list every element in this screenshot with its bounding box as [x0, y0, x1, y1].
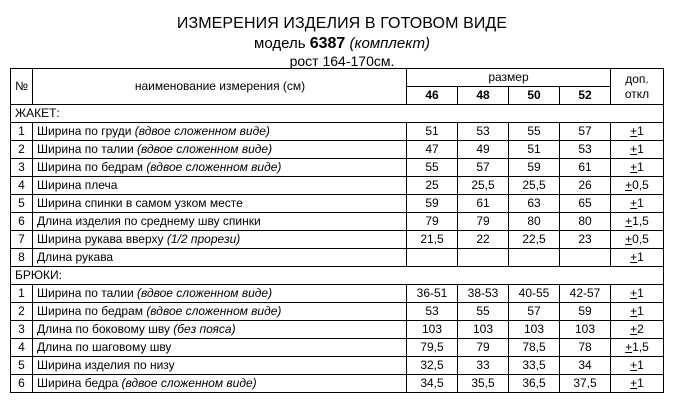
row-number: 5 — [11, 357, 33, 375]
measurement-name-cell — [33, 303, 407, 321]
size-value: 49 — [458, 141, 509, 159]
size-value: 33 — [458, 357, 509, 375]
size-value: 55 — [509, 123, 560, 141]
plus-minus-sign: + — [625, 340, 633, 354]
plus-minus-sign: + — [625, 178, 633, 192]
plus-minus-sign: + — [630, 286, 638, 300]
model-number: 6387 — [309, 35, 346, 52]
size-value: 38-53 — [458, 285, 509, 303]
measurement-name: Ширина по груди — [37, 124, 135, 138]
tolerance-cell — [611, 357, 664, 375]
size-value: 59 — [407, 195, 458, 213]
size-value: 47 — [407, 141, 458, 159]
tolerance-cell — [611, 195, 664, 213]
table-row — [11, 123, 664, 141]
size-value: 25 — [407, 177, 458, 195]
measurement-name-cell — [33, 195, 407, 213]
size-value: 55 — [407, 159, 458, 177]
row-number: 3 — [11, 159, 33, 177]
tolerance-cell — [611, 321, 664, 339]
table-row — [11, 375, 664, 393]
section-label: БРЮКИ: — [11, 267, 664, 285]
size-value: 57 — [560, 123, 611, 141]
size-value: 34,5 — [407, 375, 458, 393]
size-value — [407, 249, 458, 267]
measurement-name-cell — [33, 213, 407, 231]
table-row — [11, 231, 664, 249]
table-header-row — [11, 69, 664, 87]
plus-minus-sign: + — [630, 376, 638, 390]
measurement-name: Длина по боковому шву — [37, 322, 174, 336]
tolerance-value: 1 — [637, 142, 644, 156]
measurement-note: (вдвое сложенном виде) — [134, 124, 270, 138]
size-value: 61 — [458, 195, 509, 213]
plus-minus-sign: + — [630, 160, 638, 174]
row-number: 7 — [11, 231, 33, 249]
row-number: 6 — [11, 213, 33, 231]
size-value: 25,5 — [509, 177, 560, 195]
column-header-size: размер — [407, 69, 611, 87]
measurement-name: Ширина по бедрам — [37, 304, 147, 318]
tolerance-cell — [611, 249, 664, 267]
measurements-table — [10, 68, 664, 393]
table-row — [11, 321, 664, 339]
tolerance-value: 1 — [637, 304, 644, 318]
size-value: 79,5 — [407, 339, 458, 357]
plus-minus-sign: + — [630, 304, 638, 318]
model-kit: (комплект) — [349, 35, 430, 52]
measurement-name-cell — [33, 339, 407, 357]
tolerance-cell — [611, 339, 664, 357]
size-value: 59 — [560, 303, 611, 321]
size-value: 53 — [560, 141, 611, 159]
plus-minus-sign: + — [625, 214, 633, 228]
measurement-note: (1/2 прорези) — [166, 232, 241, 246]
table-row — [11, 339, 664, 357]
size-value: 63 — [509, 195, 560, 213]
tolerance-value: 0,5 — [632, 232, 649, 246]
tolerance-value: 0,5 — [632, 178, 649, 192]
row-number: 6 — [11, 375, 33, 393]
tolerance-cell — [611, 141, 664, 159]
size-value: 55 — [458, 303, 509, 321]
tolerance-value: 1 — [637, 376, 644, 390]
table-row — [11, 159, 664, 177]
plus-minus-sign: + — [630, 142, 638, 156]
measurement-name: Длина изделия по среднему шву спинки — [37, 214, 261, 228]
document-title: ИЗМЕРЕНИЯ ИЗДЕЛИЯ В ГОТОВОМ ВИДЕ — [176, 15, 508, 32]
size-value: 57 — [458, 159, 509, 177]
size-value: 23 — [560, 231, 611, 249]
measurement-name-cell — [33, 141, 407, 159]
plus-minus-sign: + — [630, 322, 638, 336]
plus-minus-sign: + — [625, 232, 633, 246]
measurement-name: Ширина плеча — [37, 178, 118, 192]
table-row — [11, 303, 664, 321]
plus-minus-sign: + — [630, 196, 638, 210]
height-line: рост 164-170см. — [289, 53, 395, 69]
measurement-note: (без пояса) — [173, 322, 236, 336]
size-value: 79 — [458, 213, 509, 231]
size-value: 53 — [458, 123, 509, 141]
tolerance-value: 1 — [637, 286, 644, 300]
measurement-name: Ширина по талии — [37, 286, 137, 300]
measurement-note: (вдвое сложенном виде) — [121, 376, 257, 390]
row-number: 4 — [11, 339, 33, 357]
tolerance-value: 2 — [637, 322, 644, 336]
size-value — [458, 249, 509, 267]
size-value: 32,5 — [407, 357, 458, 375]
tolerance-header-line1: доп. — [625, 71, 649, 86]
size-header: 52 — [560, 87, 611, 105]
size-value: 59 — [509, 159, 560, 177]
tolerance-cell — [611, 231, 664, 249]
size-value: 21,5 — [407, 231, 458, 249]
plus-minus-sign: + — [630, 124, 638, 138]
table-row — [11, 213, 664, 231]
table-row — [11, 285, 664, 303]
size-value: 57 — [509, 303, 560, 321]
tolerance-cell — [611, 123, 664, 141]
table-row — [11, 249, 664, 267]
measurement-name-cell — [33, 231, 407, 249]
tolerance-cell — [611, 159, 664, 177]
measurement-name-cell — [33, 357, 407, 375]
table-row — [11, 357, 664, 375]
model-line — [0, 35, 684, 53]
tolerance-cell — [611, 303, 664, 321]
measurement-name: Длина по шаговому шву — [37, 340, 172, 354]
column-header-tolerance — [611, 69, 664, 105]
size-value: 36-51 — [407, 285, 458, 303]
section-label: ЖАКЕТ: — [11, 105, 664, 123]
tolerance-value: 1 — [637, 124, 644, 138]
size-value: 42-57 — [560, 285, 611, 303]
tolerance-cell — [611, 375, 664, 393]
measurement-name: Ширина бедра — [37, 376, 122, 390]
measurement-note: (вдвое сложенном виде) — [137, 286, 273, 300]
size-value: 25,5 — [458, 177, 509, 195]
size-value — [560, 249, 611, 267]
measurement-name-cell — [33, 177, 407, 195]
row-number: 1 — [11, 123, 33, 141]
model-prefix: модель — [254, 35, 306, 52]
size-value: 33,5 — [509, 357, 560, 375]
size-value: 26 — [560, 177, 611, 195]
measurement-name: Ширина по бедрам — [37, 160, 147, 174]
measurement-note: (вдвое сложенном виде) — [146, 304, 282, 318]
plus-minus-sign: + — [630, 250, 638, 264]
tolerance-value: 1 — [637, 160, 644, 174]
measurement-name-cell — [33, 249, 407, 267]
size-value: 51 — [407, 123, 458, 141]
measurement-name-cell — [33, 123, 407, 141]
measurement-name: Длина рукава — [37, 250, 114, 264]
section-header-row — [11, 105, 664, 123]
tolerance-value: 1,5 — [632, 340, 649, 354]
size-value: 79 — [407, 213, 458, 231]
measurement-name-cell — [33, 285, 407, 303]
size-value: 80 — [509, 213, 560, 231]
size-value — [509, 249, 560, 267]
size-value: 80 — [560, 213, 611, 231]
measurement-note: (вдвое сложенном виде) — [146, 160, 282, 174]
tolerance-value: 1,5 — [632, 214, 649, 228]
size-header: 46 — [407, 87, 458, 105]
table-row — [11, 177, 664, 195]
row-number: 2 — [11, 303, 33, 321]
size-value: 34 — [560, 357, 611, 375]
column-header-number: № — [11, 69, 33, 105]
size-value: 103 — [458, 321, 509, 339]
measurement-note: (вдвое сложенном виде) — [137, 142, 273, 156]
tolerance-value: 1 — [637, 358, 644, 372]
size-value: 78 — [560, 339, 611, 357]
section-header-row — [11, 267, 664, 285]
tolerance-cell — [611, 213, 664, 231]
size-value: 53 — [407, 303, 458, 321]
tolerance-value: 1 — [637, 196, 644, 210]
size-value: 103 — [560, 321, 611, 339]
measurement-name: Ширина изделия по низу — [37, 358, 175, 372]
size-value: 78,5 — [509, 339, 560, 357]
row-number: 2 — [11, 141, 33, 159]
tolerance-cell — [611, 177, 664, 195]
size-value: 103 — [407, 321, 458, 339]
row-number: 8 — [11, 249, 33, 267]
size-value: 51 — [509, 141, 560, 159]
size-value: 65 — [560, 195, 611, 213]
row-number: 5 — [11, 195, 33, 213]
table-body — [11, 105, 664, 393]
measurement-name-cell — [33, 375, 407, 393]
tolerance-cell — [611, 285, 664, 303]
size-value: 79 — [458, 339, 509, 357]
size-header: 50 — [509, 87, 560, 105]
measurement-name: Ширина по талии — [37, 142, 137, 156]
measurement-name: Ширина спинки в самом узком месте — [37, 196, 243, 210]
plus-minus-sign: + — [630, 358, 638, 372]
size-value: 61 — [560, 159, 611, 177]
tolerance-header-line2: откл — [624, 86, 650, 101]
size-header: 48 — [458, 87, 509, 105]
measurement-name-cell — [33, 159, 407, 177]
size-value: 35,5 — [458, 375, 509, 393]
size-value: 22,5 — [509, 231, 560, 249]
measurement-name-cell — [33, 321, 407, 339]
row-number: 1 — [11, 285, 33, 303]
tolerance-value: 1 — [637, 250, 644, 264]
measurement-name: Ширина рукава вверху — [37, 232, 167, 246]
row-number: 4 — [11, 177, 33, 195]
size-value: 103 — [509, 321, 560, 339]
column-header-name: наименование измерения (см) — [33, 69, 407, 105]
size-value: 22 — [458, 231, 509, 249]
size-value: 37,5 — [560, 375, 611, 393]
row-number: 3 — [11, 321, 33, 339]
table-row — [11, 195, 664, 213]
size-value: 40-55 — [509, 285, 560, 303]
table-row — [11, 141, 664, 159]
size-value: 36,5 — [509, 375, 560, 393]
